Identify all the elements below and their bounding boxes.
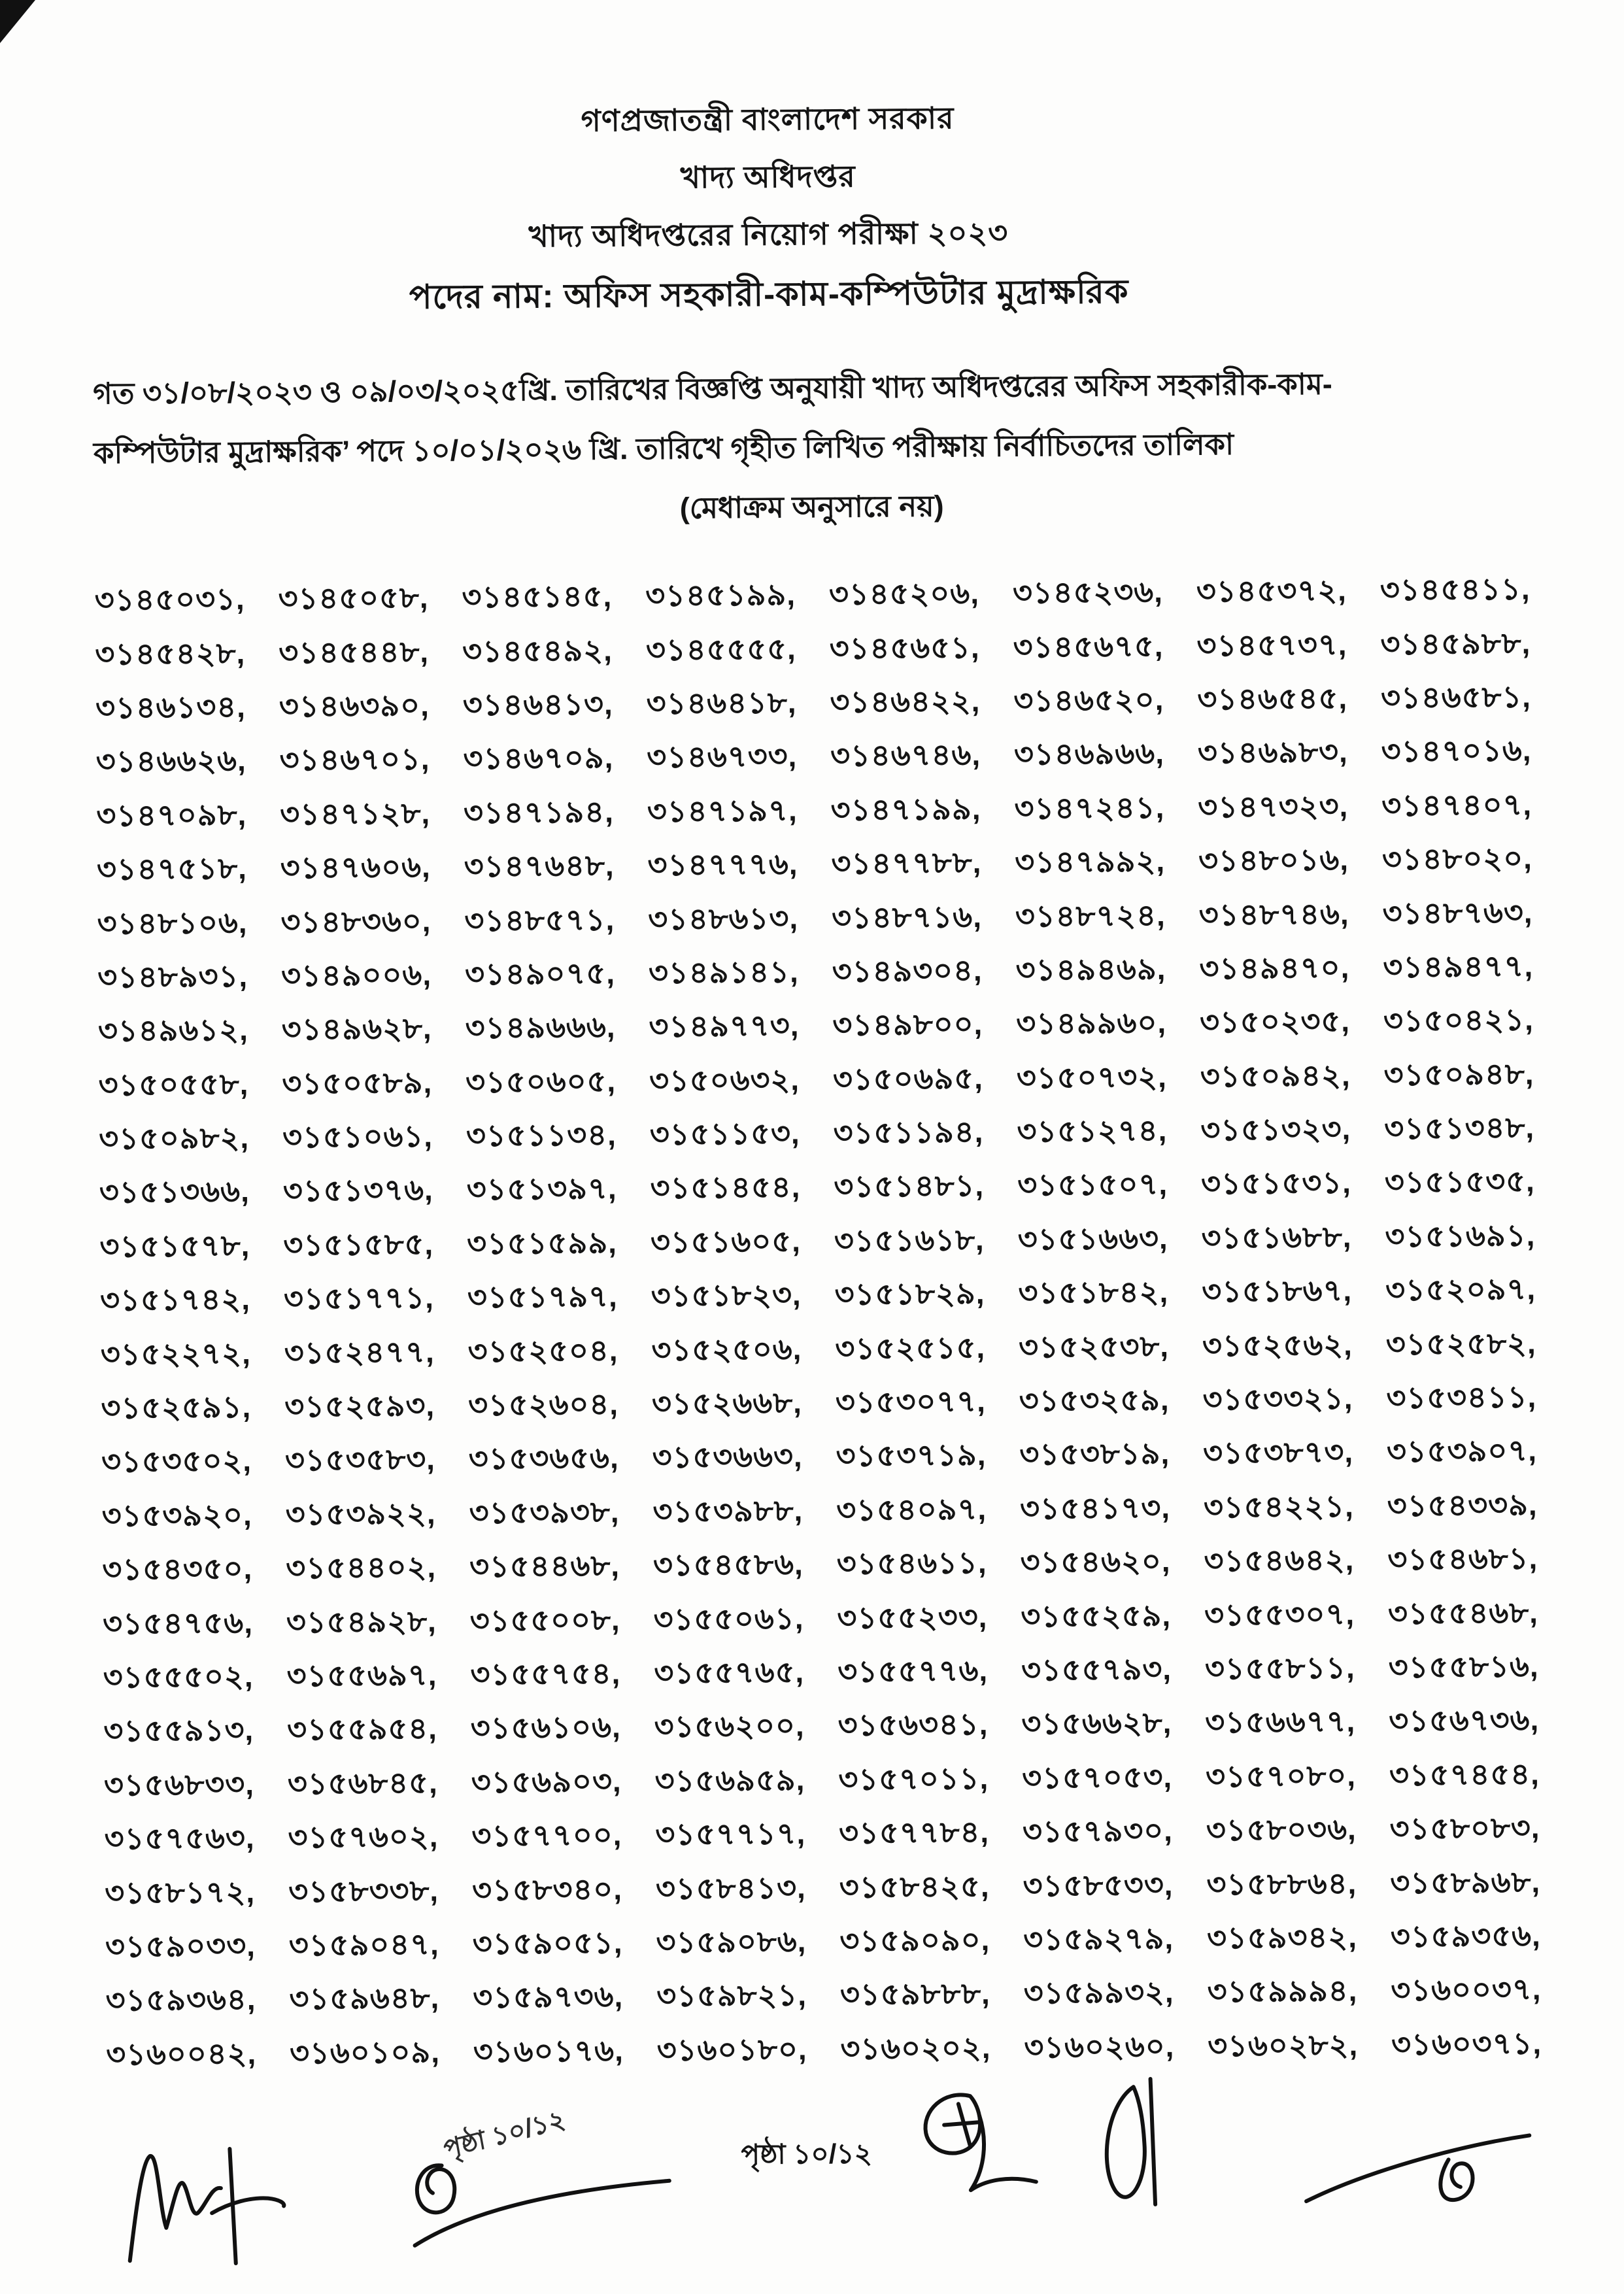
roll-number: ৩১৪৭১৯৯,	[830, 791, 981, 827]
roll-number: ৩১৪৫৫৫৫,	[645, 631, 796, 667]
roll-number: ৩১৫৫৭৭৬,	[837, 1653, 989, 1689]
notice-line-3: (মেধাক্রম অনুসারে নয়)	[679, 489, 944, 525]
roll-number: ৩১৫৯৩৬৪,	[105, 1982, 256, 2017]
roll-number: ৩১৫৮৪১৩,	[655, 1870, 807, 1906]
roll-number: ৩১৫৬২০০,	[654, 1708, 805, 1744]
roll-number: ৩১৪৯৬৬৬,	[465, 1009, 616, 1045]
notice-line-1: গত ৩১/০৮/২০২৩ ও ০৯/০৩/২০২৫খ্রি. তারিখের বিজ্ঞপ্তি অনুযায়ী খাদ্য অধিদপ্তরের অফিস সহকারীক-কাম-	[93, 367, 1332, 411]
roll-number: ৩১৪৮৯৩১,	[97, 958, 248, 994]
roll-number: ৩১৫৫৬৯৭,	[286, 1657, 437, 1693]
roll-number: ৩১৪৭৫১৮,	[96, 851, 248, 886]
roll-number: ৩১৫০৯৪৮,	[1383, 1056, 1534, 1092]
roll-number: ৩১৫৯৭৩৬,	[473, 1979, 624, 2015]
roll-number: ৩১৫৫০৬১,	[653, 1600, 804, 1636]
roll-number: ৩১৪৯০৭৫,	[464, 956, 616, 992]
roll-number: ৩১৪৭৭৮৮,	[831, 845, 982, 881]
roll-number: ৩১৫৫৫০২,	[103, 1659, 254, 1695]
roll-number: ৩১৫৩৬৬৩,	[652, 1439, 803, 1475]
roll-number: ৩১৫৬৭৩৬,	[1389, 1702, 1540, 1738]
roll-number: ৩১৫৯৯৩২,	[1023, 1975, 1174, 2010]
roll-number: ৩১৫১৫৯৯,	[466, 1225, 618, 1261]
roll-number: ৩১৪৫৬৭৫,	[1013, 628, 1164, 664]
roll-number: ৩১৪৫০৩১,	[94, 581, 245, 617]
roll-number: ৩১৬০২৮২,	[1208, 2027, 1359, 2063]
roll-number: ৩১৫৫৭৬৫,	[654, 1655, 805, 1690]
roll-number: ৩১৫১৭৭১,	[283, 1280, 435, 1316]
signature-5	[1296, 2122, 1539, 2222]
roll-number: ৩১৪৬৫৮১,	[1380, 679, 1532, 715]
roll-number: ৩১৫০৪২১,	[1383, 1002, 1534, 1038]
document-header	[19, 84, 1518, 331]
roll-number: ৩১৫৩৮১৯,	[1019, 1436, 1170, 1472]
roll-number: ৩১৪৯৪৬৯,	[1015, 951, 1166, 987]
roll-number: ৩১৫০৫৫৮,	[98, 1066, 249, 1102]
roll-number: ৩১৫৭০৮০,	[1205, 1758, 1357, 1794]
roll-number: ৩১৪৫১৯৯,	[645, 577, 796, 613]
roll-number: ৩১৪৬৭০৯,	[463, 740, 614, 776]
roll-number: ৩১৪৮৬১৩,	[648, 900, 799, 936]
post-name-title: পদের নাম: অফিস সহকারী-কাম-কম্পিউটার মুদ্রাক্ষরিক	[409, 273, 1129, 316]
roll-number: ৩১৫১৩২৩,	[1200, 1111, 1351, 1147]
roll-list	[94, 564, 1542, 2083]
roll-number: ৩১৫১৬১৮,	[834, 1222, 985, 1258]
roll-number: ৩১৪৬৭০১,	[279, 741, 430, 777]
roll-number: ৩১৪৫৪১১,	[1379, 571, 1531, 607]
roll-number: ৩১৫৯০৯০,	[839, 1922, 990, 1958]
roll-number: ৩১৫৩৯০৭,	[1386, 1433, 1538, 1469]
roll-number: ৩১৪৮১০৬,	[97, 905, 248, 941]
roll-number: ৩১৪৫৪৯২,	[462, 632, 613, 668]
roll-row	[106, 2019, 1542, 2084]
roll-number: ৩১৪৬৭৪৬,	[830, 737, 981, 773]
government-title: গণপ্রজাতন্ত্রী বাংলাদেশ সরকার	[581, 101, 955, 138]
signature-2	[394, 2146, 676, 2252]
roll-number: ৩১৬০১৮০,	[656, 2031, 807, 2067]
roll-number: ৩১৫৩০৭৭,	[835, 1383, 987, 1419]
roll-number: ৩১৪৭৪০৭,	[1381, 787, 1532, 822]
roll-number: ৩১৫৩৯৩৮,	[469, 1494, 620, 1530]
roll-number: ৩১৫৮৯৬৮,	[1390, 1864, 1541, 1900]
roll-number: ৩১৫৪৬১১,	[836, 1545, 987, 1581]
roll-number: ৩১৪৬৪১৮,	[646, 685, 797, 720]
roll-number: ৩১৪৯১৪১,	[648, 954, 799, 990]
roll-number: ৩১৪৯৪৭০,	[1199, 950, 1350, 986]
roll-number: ৩১৪৫১৪৫,	[462, 579, 613, 615]
roll-number: ৩১৪৭৭৭৬,	[647, 847, 798, 883]
roll-number: ৩১৫১৫৮৫,	[283, 1226, 434, 1262]
roll-number: ৩১৪৫৬৫১,	[829, 630, 980, 666]
roll-number: ৩১৫১১৫৩,	[649, 1116, 800, 1152]
roll-number: ৩১৫২৫০৬,	[651, 1331, 802, 1367]
roll-number: ৩১৫৪৭৫৬,	[102, 1605, 254, 1641]
roll-number: ৩১৫৮৫৩৩,	[1023, 1867, 1174, 1903]
roll-number: ৩১৫৩৩২১,	[1202, 1381, 1353, 1417]
roll-number: ৩১৪৯৪৭৭,	[1383, 949, 1534, 985]
roll-number: ৩১৫৪২২১,	[1203, 1489, 1355, 1525]
roll-number: ৩১৫৫২৩৩,	[837, 1599, 988, 1635]
roll-number: ৩১৫৯৮৮৮,	[839, 1976, 991, 2012]
roll-number: ৩১৫৩২৫৯,	[1019, 1382, 1170, 1418]
roll-number: ৩১৪৯৭৭৩,	[649, 1008, 800, 1044]
roll-number: ৩১৫৬৯০৩,	[471, 1764, 622, 1799]
roll-number: ৩১৫৭৭১৭,	[655, 1816, 806, 1852]
signature-1	[120, 2129, 317, 2270]
roll-number: ৩১৫৬৮৪৫,	[287, 1765, 438, 1801]
roll-number: ৩১৫০৯৪২,	[1200, 1058, 1351, 1094]
roll-number: ৩১৫৮১৭২,	[105, 1874, 256, 1910]
roll-number: ৩১৫৯৩৪২,	[1206, 1919, 1358, 1955]
roll-number: ৩১৫৪৪৬৮,	[469, 1548, 620, 1584]
roll-number: ৩১৫০২৩৫,	[1199, 1004, 1351, 1039]
roll-number: ৩১৫১৬৮৮,	[1201, 1219, 1352, 1255]
roll-number: ৩১৫৫৯১৩,	[103, 1713, 254, 1748]
roll-number: ৩১৫৮৮৬৪,	[1206, 1866, 1357, 1901]
roll-number: ৩১৫৭৬০২,	[288, 1819, 439, 1855]
roll-number: ৩১৫০৯৮২,	[99, 1120, 250, 1156]
roll-number: ৩১৫১৪৮১,	[834, 1168, 985, 1204]
roll-number: ৩১৫০৬৩২,	[649, 1062, 800, 1098]
roll-number: ৩১৪৯৩০৪,	[832, 953, 983, 988]
roll-number: ৩১৫৩৯২২,	[285, 1496, 436, 1532]
roll-number: ৩১৫১৫৩৫,	[1384, 1164, 1535, 1200]
roll-number: ৩১৫১১৯৪,	[833, 1115, 984, 1150]
roll-number: ৩১৫৮৩৩৮,	[288, 1873, 439, 1908]
roll-number: ৩১৬০৩৭১,	[1391, 2026, 1542, 2061]
roll-number: ৩১৪৮৫৭১,	[464, 902, 615, 937]
roll-number: ৩১৪৫৩৭২,	[1196, 573, 1347, 609]
roll-number: ৩১৫৪৬৮১,	[1387, 1541, 1538, 1577]
roll-number: ৩১৪৮০১৬,	[1198, 842, 1349, 878]
roll-number: ৩১৫৮০৩৬,	[1206, 1812, 1357, 1847]
roll-number: ৩১৪৮৭১৬,	[831, 899, 983, 935]
roll-number: ৩১৪৭০৯৮,	[96, 797, 247, 833]
roll-number: ৩১৫২০৯৭,	[1385, 1272, 1536, 1307]
roll-number: ৩১৪৭১৯৪,	[463, 794, 615, 830]
page-number-label: পৃষ্ঠা ১০/১২	[741, 2138, 873, 2170]
roll-number: ৩১৪৫৯৮৮,	[1380, 625, 1531, 661]
roll-number: ৩১৫৬৬২৮,	[1021, 1706, 1172, 1741]
roll-number: ৩১৫১৬০৫,	[650, 1224, 802, 1259]
bleed-through-page-note: পৃষ্ঠা ১০/১২	[441, 2104, 568, 2165]
roll-number: ৩১৫৯৯৯৪,	[1207, 1973, 1358, 2009]
roll-number: ৩১৫৮৪২৫,	[839, 1868, 990, 1904]
roll-number: ৩১৫৯৬৪৮,	[289, 1980, 440, 2016]
roll-number: ৩১৫২৫১৫,	[835, 1330, 986, 1366]
roll-number: ৩১৪৫৪২৮,	[95, 635, 246, 671]
roll-number: ৩১৫৫৪৬৮,	[1387, 1594, 1539, 1630]
roll-number: ৩১৪৬৭৩৩,	[647, 739, 798, 775]
roll-number: ৩১৬০২০২,	[840, 2030, 991, 2066]
roll-number: ৩১৫৩৬৫৬,	[468, 1440, 619, 1476]
roll-number: ৩১৫২৫৩৮,	[1018, 1328, 1170, 1364]
roll-number: ৩১৫৪১৭৩,	[1019, 1490, 1171, 1526]
roll-number: ৩১৫৭৯৩০,	[1022, 1813, 1174, 1849]
roll-number: ৩১৫১৩৪৮,	[1384, 1110, 1535, 1146]
roll-number: ৩১৪৬৬২৬,	[95, 743, 246, 779]
roll-number: ৩১৪৯০০৬,	[280, 957, 432, 993]
roll-number: ৩১৬০১৭৬,	[473, 2033, 624, 2068]
roll-number: ৩১৪৯৬১২,	[97, 1013, 249, 1048]
roll-number: ৩১৫১৩৭৬,	[282, 1173, 434, 1208]
roll-number: ৩১৫৬৩৪১,	[837, 1707, 989, 1743]
roll-number: ৩১৬০২৬০,	[1024, 2029, 1175, 2065]
roll-number: ৩১৫১৫০৭,	[1017, 1167, 1168, 1203]
roll-number: ৩১৫৬১০৬,	[470, 1710, 621, 1746]
roll-number: ৩১৫১৩৬৬,	[99, 1174, 250, 1210]
roll-number: ৩১৫২৬০৪,	[467, 1387, 619, 1423]
roll-number: ৩১৫৫৭৫৪,	[470, 1656, 621, 1692]
directorate-title: খাদ্য অধিদপ্তর	[680, 159, 856, 195]
roll-number: ৩১৫৫৯৫৪,	[286, 1711, 438, 1747]
roll-number: ৩১৫১০৬১,	[282, 1119, 433, 1155]
roll-number: ৩১৫৪৯২৮,	[286, 1604, 437, 1639]
roll-number: ৩১৪৬৯৮৩,	[1197, 734, 1348, 770]
roll-number: ৩১৪৬৩৯০,	[279, 688, 430, 724]
roll-number: ৩১৫৭৭০০,	[471, 1817, 622, 1853]
roll-number: ৩১৫১৮৬৭,	[1202, 1273, 1353, 1309]
roll-number: ৩১৬০১০৯,	[289, 2034, 441, 2070]
signature-4	[1077, 2076, 1203, 2220]
roll-number: ৩১৫৫৩০৭,	[1204, 1596, 1355, 1632]
roll-number: ৩১৫৫৮১৬,	[1388, 1649, 1539, 1685]
roll-number: ৩১৫৪৩৫০,	[102, 1551, 253, 1587]
roll-number: ৩১৫২৬৬৮,	[651, 1385, 803, 1421]
roll-number: ৩১৫১২৭৪,	[1017, 1113, 1168, 1149]
roll-number: ৩১৫৮৩৪০,	[471, 1871, 623, 1907]
roll-number: ৩১৫২৫৯৩,	[284, 1388, 435, 1424]
roll-number: ৩১৫৩৮৭৩,	[1202, 1434, 1354, 1470]
roll-number: ৩১৫৯০৫১,	[472, 1925, 623, 1961]
roll-number: ৩১৫৫০০৮,	[469, 1602, 620, 1638]
roll-number: ৩১৪৮৭২৪,	[1015, 898, 1166, 934]
roll-number: ৩১৫৪৬৪২,	[1204, 1542, 1355, 1578]
roll-number: ৩১৫১৩৯৭,	[466, 1171, 617, 1207]
roll-number: ৩১৪৬৫৪৫,	[1197, 681, 1348, 717]
roll-number: ৩১৫২৫৮২,	[1385, 1325, 1536, 1361]
roll-number: ৩১৫৪৩৩৯,	[1387, 1487, 1538, 1523]
roll-number: ৩১৫৯০৩৩,	[105, 1928, 256, 1964]
roll-number: ৩১৪৭৯৯২,	[1015, 843, 1166, 879]
roll-number: ৩১৫৮০৮৩,	[1389, 1810, 1540, 1846]
roll-number: ৩১৫৪০৯৭,	[836, 1491, 987, 1527]
notice-paragraph	[93, 352, 1530, 542]
roll-number: ৩১৫১৮২৩,	[651, 1277, 802, 1313]
roll-number: ৩১৫৫৮১১,	[1204, 1650, 1356, 1686]
roll-number: ৩১৫০৬০৫,	[465, 1064, 617, 1099]
roll-number: ৩১৫৯২৭৯,	[1023, 1921, 1174, 1957]
roll-number: ৩১৪৮৭৪৬,	[1198, 896, 1349, 932]
roll-number: ৩১৫২৪৭৭,	[284, 1334, 435, 1370]
roll-number: ৩১৫৪৬২০,	[1020, 1543, 1171, 1579]
roll-number: ৩১৪৯৯৬০,	[1016, 1005, 1167, 1041]
roll-number: ৩১৪৮৭৬৩,	[1382, 894, 1533, 930]
roll-number: ৩১৪৭১৯৭,	[647, 792, 798, 828]
roll-number: ৩১৬০০৪২,	[106, 2036, 257, 2072]
roll-number: ৩১৫০৭৩২,	[1016, 1059, 1168, 1095]
roll-number: ৩১৫২৫৯১,	[101, 1389, 252, 1425]
roll-number: ৩১৫৭৫৬৩,	[104, 1820, 255, 1856]
notice-line-2: কম্পিউটার মুদ্রাক্ষরিক’ পদে ১০/০১/২০২৬ খ্রি. তারিখে গৃহীত লিখিত পরীক্ষায় নির্বাচিতদের তালিকা	[93, 427, 1234, 470]
signature-3	[907, 2083, 1045, 2209]
roll-number: ৩১৪৬৪১৩,	[462, 686, 613, 722]
roll-number: ৩১৪৫৪৪৮,	[279, 634, 430, 669]
roll-number: ৩১৫৫৭৯৩,	[1021, 1651, 1172, 1687]
roll-number: ৩১৫১৭৯৭,	[467, 1279, 618, 1315]
roll-number: ৩১৫৯০৪৭,	[288, 1927, 439, 1963]
roll-number: ৩১৪৫৭৩৭,	[1196, 627, 1347, 662]
roll-number: ৩১৫১৫৭৮,	[99, 1228, 250, 1264]
roll-number: ৩১৪৫২০৬,	[828, 576, 980, 611]
roll-number: ৩১৪৭৬৪৮,	[464, 848, 615, 884]
roll-number: ৩১৪৭০১৬,	[1381, 733, 1532, 769]
roll-number: ৩১৫৩৫৮৩,	[284, 1442, 436, 1477]
roll-number: ৩১৫১৫৩১,	[1200, 1166, 1352, 1201]
roll-number: ৩১৫১৪৫৪,	[650, 1170, 801, 1206]
exam-title: খাদ্য অধিদপ্তরের নিয়োগ পরীক্ষা ২০২৩	[528, 215, 1009, 254]
roll-number: ৩১৪৫০৫৮,	[278, 580, 429, 616]
roll-number: ৩১৫৩৫০২,	[101, 1443, 252, 1479]
roll-number: ৩১৫১১৩৪,	[465, 1117, 617, 1153]
roll-number: ৩১৫৬৮৩৩,	[103, 1766, 255, 1802]
roll-number: ৩১৫৩৪১১,	[1386, 1379, 1537, 1415]
roll-number: ৩১৫২৫৬২,	[1202, 1327, 1353, 1362]
roll-number: ৩১৫৭০৫৩,	[1022, 1759, 1173, 1795]
roll-number: ৩১৫৬৯৫৯,	[654, 1762, 805, 1798]
roll-number: ৩১৫৪৫৮৬,	[652, 1547, 804, 1583]
roll-number: ৩১৫২৫০৪,	[467, 1333, 618, 1368]
roll-number: ৩১৫১৮৪২,	[1018, 1274, 1169, 1310]
roll-number: ৩১৪৯৬২৮,	[281, 1011, 432, 1047]
roll-number: ৩১৪৬১৩৪,	[95, 689, 246, 725]
roll-number: ৩১৪৬৪২২,	[830, 683, 981, 719]
roll-number: ৩১৫৭৭৮৪,	[838, 1815, 990, 1850]
roll-number: ৩১৪৭৩২৩,	[1198, 788, 1349, 824]
roll-number: ৩১৫৯৩৫৬,	[1390, 1918, 1542, 1954]
roll-number: ৩১৪৭১২৮,	[279, 796, 431, 832]
roll-number: ৩১৫১৭৪২,	[99, 1282, 251, 1317]
roll-number: ৩১৪৫২৩৬,	[1012, 574, 1164, 610]
roll-number: ৩১৫৪৪০২,	[286, 1549, 437, 1585]
roll-number: ৩১৫৯০৮৬,	[656, 1924, 807, 1959]
roll-number: ৩১৫৩৯৮৮,	[652, 1493, 804, 1528]
roll-number: ৩১৫১৬৯১,	[1385, 1218, 1536, 1253]
roll-number: ৩১৫০৬৯৫,	[832, 1060, 984, 1096]
roll-number: ৩১৫০৫৮৯,	[282, 1065, 433, 1101]
roll-number: ৩১৫৭০১১,	[838, 1761, 989, 1796]
roll-number: ৩১৪৬৯৬৬,	[1013, 736, 1165, 771]
roll-number: ৩১৪৭২৪১,	[1014, 790, 1165, 826]
roll-number: ৩১৪৮৩৬০,	[280, 903, 431, 939]
roll-number: ৩১৫২২৭২,	[100, 1336, 252, 1372]
roll-number: ৩১৫১৮২৯,	[834, 1276, 985, 1312]
roll-number: ৩১৬০০৩৭,	[1391, 1972, 1542, 2008]
roll-number: ৩১৫৩৭১৯,	[836, 1438, 987, 1474]
roll-number: ৩১৪৮০২০,	[1381, 841, 1533, 877]
roll-number: ৩১৪৯৮০০,	[832, 1007, 983, 1043]
roll-number: ৩১৫৩৯২০,	[101, 1497, 252, 1533]
roll-number: ৩১৫৬৬৭৭,	[1205, 1704, 1356, 1740]
roll-number: ৩১৫৭৪৫৪,	[1389, 1757, 1540, 1792]
roll-number: ৩১৪৬৫২০,	[1013, 682, 1164, 718]
roll-number: ৩১৫৫২৫৯,	[1021, 1598, 1172, 1634]
roll-number: ৩১৫৯৮২১,	[656, 1978, 807, 2014]
roll-number: ৩১৪৭৬০৬,	[280, 849, 431, 885]
roll-number: ৩১৫১৬৬৩,	[1017, 1221, 1168, 1257]
